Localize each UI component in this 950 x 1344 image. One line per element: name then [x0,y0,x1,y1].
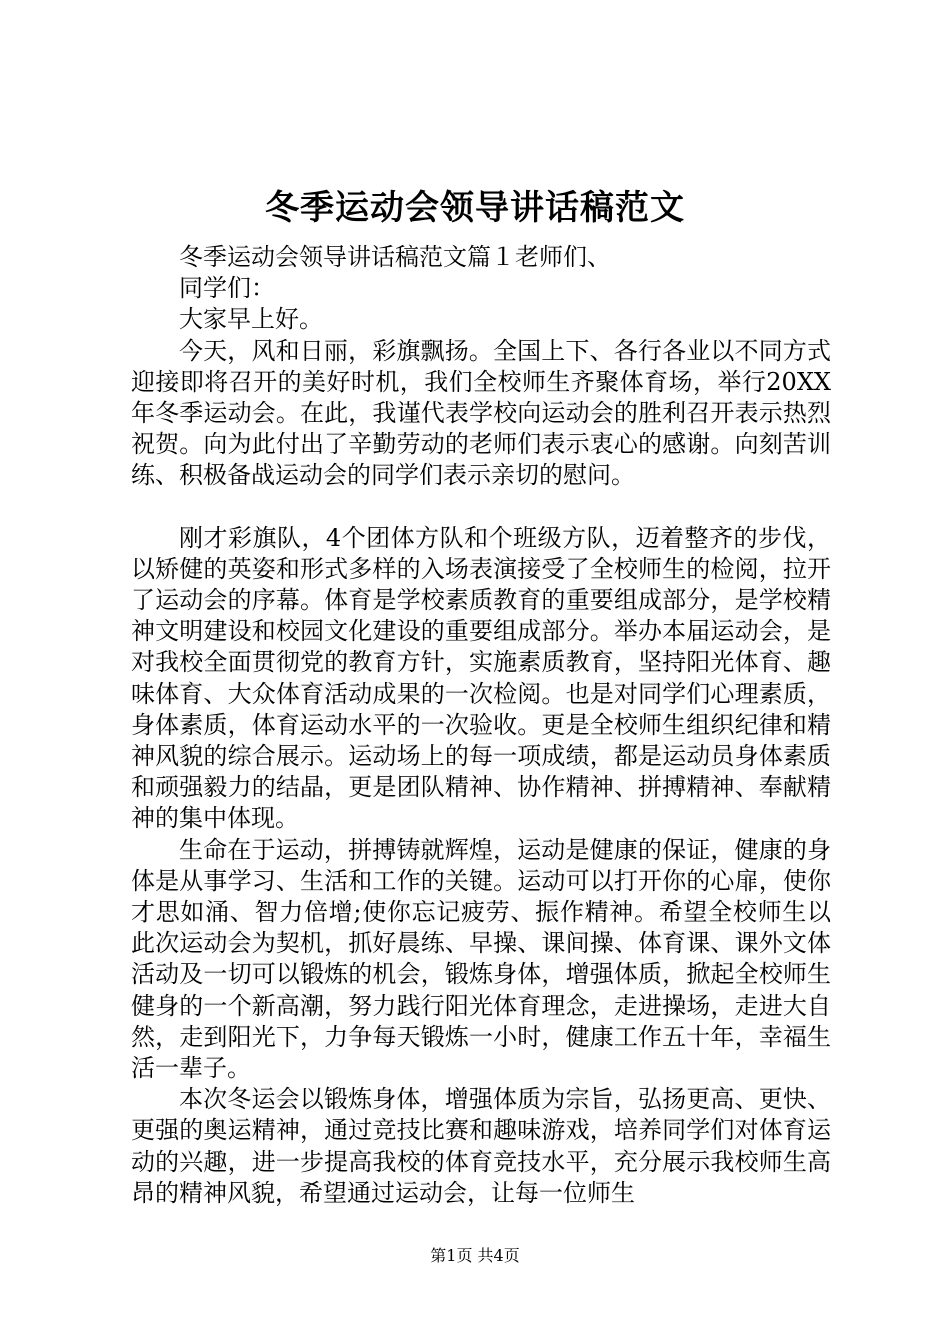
page-footer: 第1页 共4页 [430,1246,520,1265]
paragraph-parade: 刚才彩旗队，4个团体方队和个班级方队，迈着整齐的步伐，以矫健的英姿和形式多样的入场表演接受了全校师生的检阅，拉开了运动会的序幕。体育是学校素质教育的重要组成部分，是学校精神文明建设和校园文化建设的重要组成部分。举办本届运动会，是对我校全面贯彻党的教育方针，实施素质教育，坚持阳光体育、趣味体育、大众体育活动成果的一次检阅。也是对同学们心理素质，身体素质，体育运动水平的一次验收。更是全校师生组织纪律和精神风貌的综合展示。运动场上的每一项成绩，都是运动员身体素质和顽强毅力的结晶，更是团队精神、协作精神、拼搏精神、奉献精神的集中体现。 [131,523,831,833]
document-body [131,242,831,1209]
paragraph-opening: 今天，风和日丽，彩旗飘扬。全国上下、各行各业以不同方式迎接即将召开的美好时机，我们全校师生齐聚体育场，举行20XX年冬季运动会。在此，我谨代表学校向运动会的胜利召开表示热烈祝贺。向为此付出了辛勤劳动的老师们表示衷心的感谢。向刻苦训练、积极备战运动会的同学们表示亲切的慰问。 [131,336,831,490]
document-title: 冬季运动会领导讲话稿范文 [265,188,685,228]
paragraph-salutation: 同学们： [179,274,275,303]
paragraph-purpose: 本次冬运会以锻炼身体，增强体质为宗旨，弘扬更高、更快、更强的奥运精神，通过竞技比赛和趣味游戏，培养同学们对体育运动的兴趣，进一步提高我校的体育竞技水平，充分展示我校师生高昂的精神风貌，希望通过运动会，让每一位师生 [131,1085,831,1207]
paragraph-intro: 冬季运动会领导讲话稿范文篇１老师们、 [179,243,611,271]
paragraph-greeting: 大家早上好。 [179,305,323,334]
paragraph-health: 生命在于运动，拼搏铸就辉煌，运动是健康的保证，健康的身体是从事学习、生活和工作的关键。运动可以打开你的心扉，使你才思如涌、智力倍增;使你忘记疲劳、振作精神。希望全校师生以此次运动会为契机，抓好晨练、早操、课间操、体育课、课外文体活动及一切可以锻炼的机会，锻炼身体，增强体质，掀起全校师生健身的一个新高潮，努力践行阳光体育理念，走进操场，走进大自然，走到阳光下，力争每天锻炼一小时，健康工作五十年，幸福生活一辈子。 [131,835,831,1083]
